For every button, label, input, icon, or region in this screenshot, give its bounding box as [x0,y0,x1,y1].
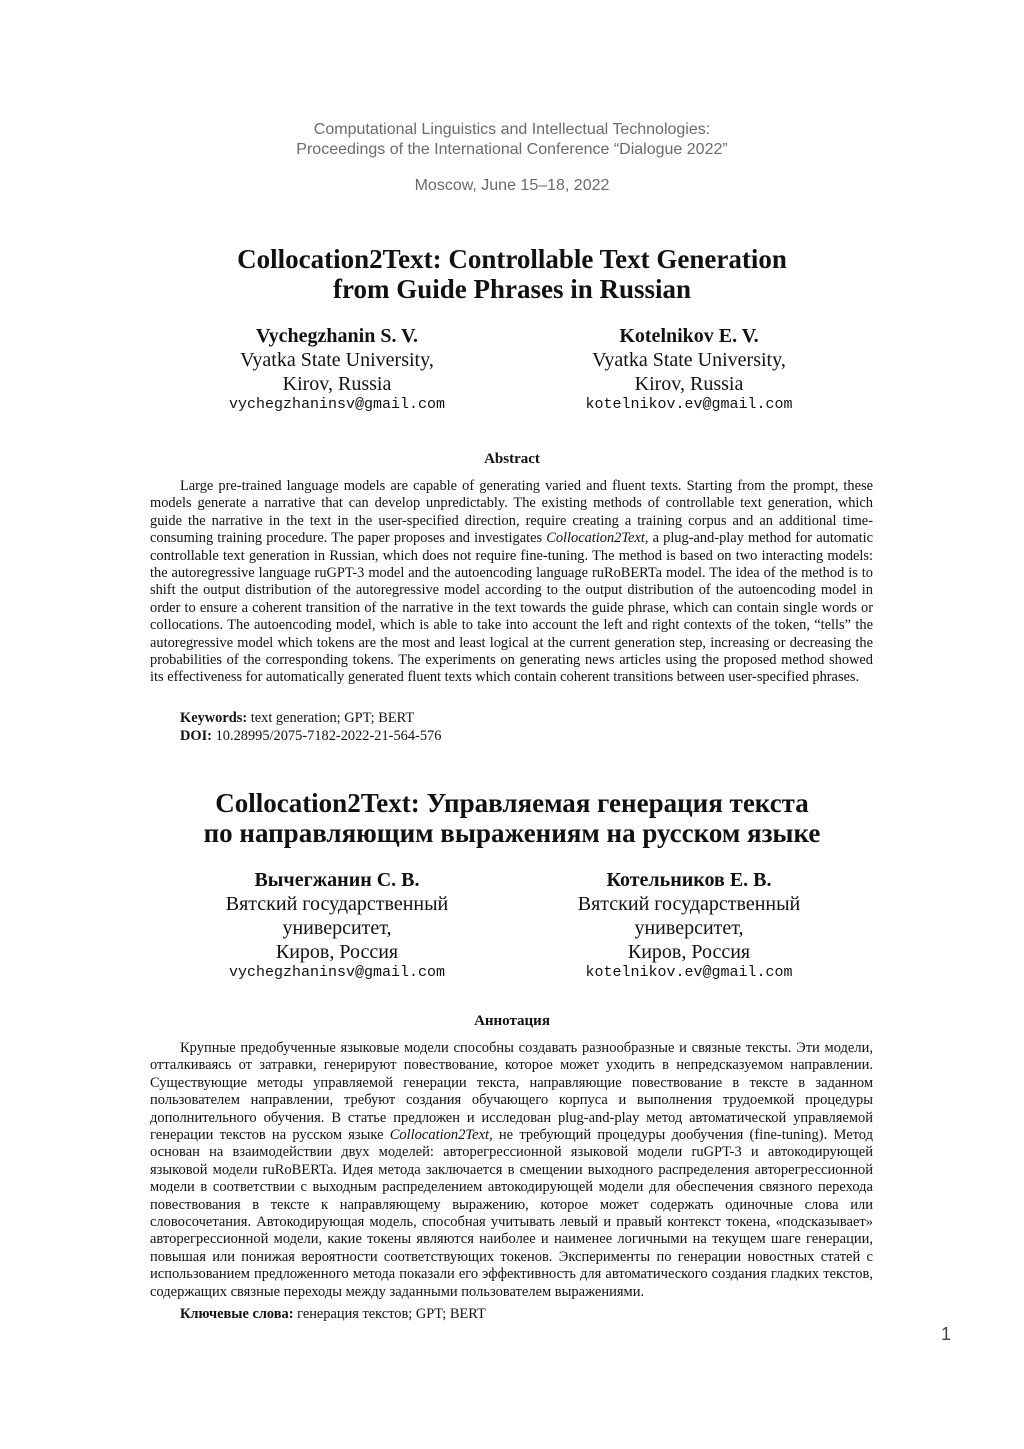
english-doi [180,728,870,745]
author-affiliation: Вятский государственный [577,893,801,915]
keywords-value: text generation; GPT; BERT [247,710,415,726]
russian-keywords [180,1306,870,1323]
author-email[interactable]: kotelnikov.ev@gmail.com [585,396,793,413]
author-name: Vychegzhanin S. V. [256,325,418,347]
author-email[interactable]: vychegzhaninsv@gmail.com [228,396,446,413]
russian-title-line2: по направляющим выражениям на русском языке [203,818,821,848]
keywords-label: Keywords: [180,710,248,726]
doi-value[interactable]: 10.28995/2075-7182-2022-21-564-576 [211,728,442,744]
author-name: Вычегжанин С. В. [254,869,420,891]
abstract-text-part2: , a plug-and-play method for automatic controllable text generation in Russian, which does not require fine-tuning. The method is based on two interacting models: the autoregressive language ruGPT-3 model and the autoencoding language ruRoBERTa model. The idea of the method is to shift the output distribution of the autoregressive model according to the output distribution of the autoencoding model in order to ensure a coherent transition of the narrative in the text towards the guide phrase, which can contain single words or collocations. The autoencoding model, which is able to take into account the left and right contexts of the token, “tells” the autoregressive model which tokens are the most and least logical at the current generation step, increasing or decreasing the probabilities of the corresponding tokens. The experiments on generating news articles using the proposed method showed its effectiveness for automatically generated fluent texts which contain coherent transitions between user-specified phrases. [150,530,873,686]
abstract-text-part1: Крупные предобученные языковые модели способны создавать разнообразные и связные тексты. Эти модели, отталкиваясь от затравки, генерируют повествование, которое может уходить в непредсказуемом направлении. Существующие методы управляемой генерации текста, направляющие повествование в тексте в заданном пользователем направлении, требуют создания обучающего корпуса и выполнения трудоемкой процедуры дополнительного обучения. В статье предложен и исследован plug-and-play метод автоматической управляемой генерации текстов на русском языке [150,1040,873,1144]
keywords-label: Ключевые слова: [180,1306,294,1322]
russian-abstract-heading: Аннотация [474,1013,550,1029]
english-keywords [180,710,870,727]
english-author-2 [524,324,854,414]
abstract-text-part1: Large pre-trained language models are capable of generating varied and fluent texts. Starting from the prompt, these models generate a narrative that can develop unpredictably. The existing methods of controllable text generation, which guide the narrative in the text in the user-specified direction, require creating a training corpus and an additional time-consuming training procedure. The paper proposes and investigates [150,478,873,547]
conference-name-line1: Computational Linguistics and Intellectual Technologies: [313,121,711,138]
keywords-value: генерация текстов; GPT; BERT [293,1306,486,1322]
method-name-italic: Collocation2Text [389,1127,490,1144]
author-affiliation: Вятский государственный [225,893,449,915]
author-affiliation-cont: университет, [634,917,744,939]
author-affiliation-cont: университет, [282,917,392,939]
russian-abstract-text [150,1040,873,1301]
russian-author-1 [172,868,502,982]
russian-author-2 [524,868,854,982]
author-affiliation: Vyatka State University, [240,349,434,371]
author-location: Киров, Россия [275,941,399,963]
abstract-text-part2: , не требующий процедуры дообучения (fine-tuning). Метод основан на взаимодействии двух моделей: авторегрессионной языковой модели ruGPT-3 и автокодирующей языковой модели ruRoBERTa. Идея метода заключается в смещении выходного распределения авторегрессионной модели в соответствии с выходным распределением автокодирующей модели для обеспечения связного перехода повествования в тексте к направляющему выражению, которое может содержать одиночные слова или словосочетания. Автокодирующая модель, способная учитывать левый и правый контекст токена, «подсказывает» авторегрессионной модели, какие токены являются наиболее и наименее логичными на текущем шаге генерации, повышая или понижая вероятности соответствующих токенов. Эксперименты по генерации новостных статей с использованием предложенного метода показали его эффективность для автоматического создания гладких текстов, содержащих связные переходы между заданными пользователем выражениями. [150,1127,873,1300]
conference-location-date: Moscow, June 15–18, 2022 [414,177,610,194]
conference-name-line2: Proceedings of the International Conference “Dialogue 2022” [296,141,728,158]
author-location: Киров, Россия [627,941,751,963]
english-abstract-text [150,478,873,687]
page-number: 1 [940,1324,951,1344]
english-title-line1: Collocation2Text: Controllable Text Generation [237,244,787,274]
author-affiliation: Vyatka State University, [592,349,786,371]
author-email[interactable]: kotelnikov.ev@gmail.com [585,964,793,981]
author-name: Kotelnikov E. V. [619,325,759,347]
author-location: Kirov, Russia [634,373,744,395]
english-abstract-heading: Abstract [484,451,540,467]
english-title-line2: from Guide Phrases in Russian [332,274,692,304]
english-author-1 [172,324,502,414]
russian-title-line1: Collocation2Text: Управляемая генерация текста [215,788,809,818]
author-email[interactable]: vychegzhaninsv@gmail.com [228,964,446,981]
doi-label: DOI: [180,728,212,744]
method-name-italic: Collocation2Text [546,530,645,547]
author-location: Kirov, Russia [282,373,392,395]
author-name: Котельников Е. В. [606,869,772,891]
